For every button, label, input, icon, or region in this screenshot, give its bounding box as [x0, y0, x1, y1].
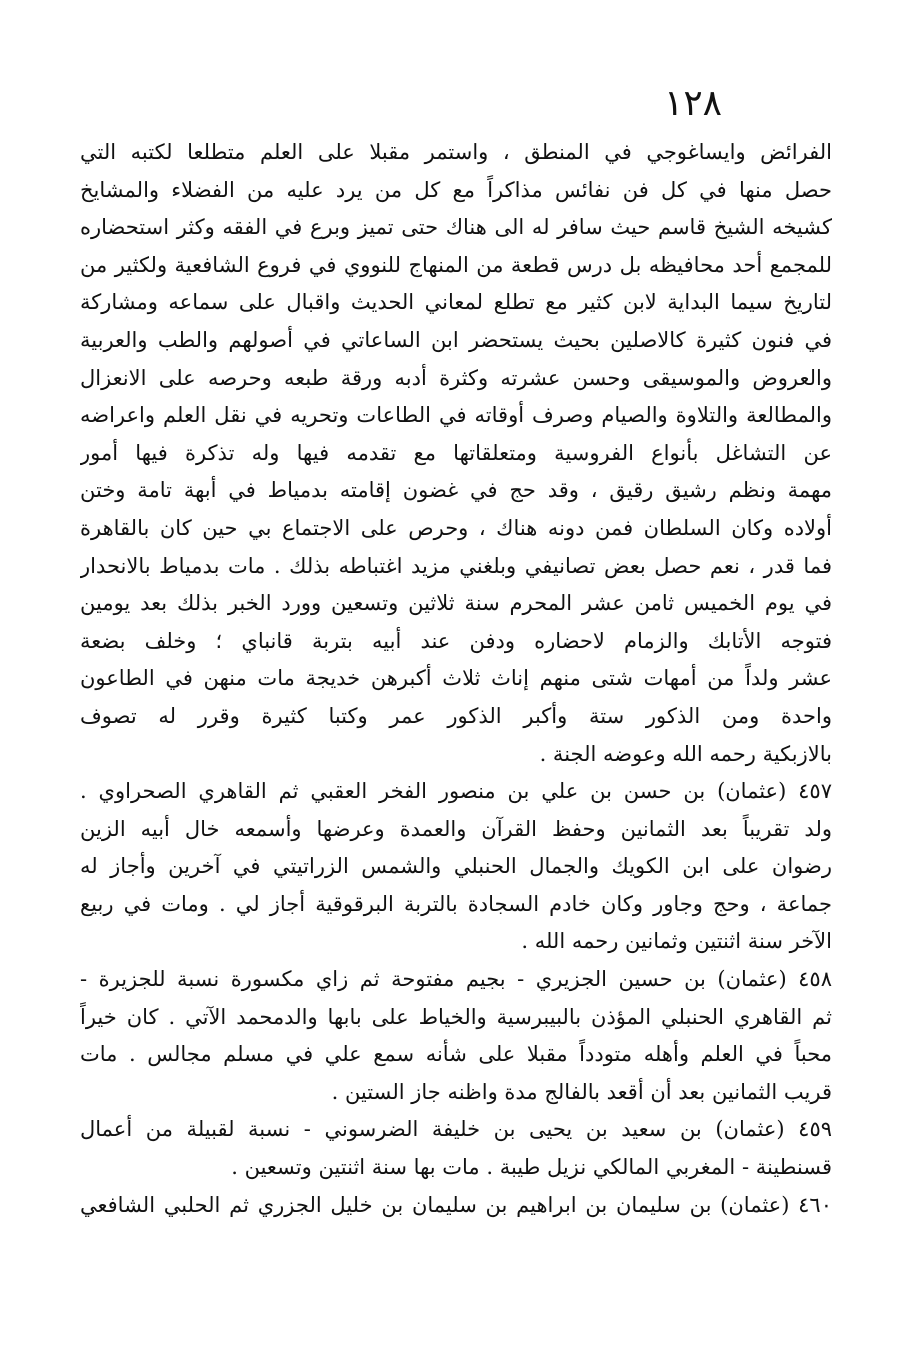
- text-line: بالازبكية رحمه الله وعوضه الجنة .: [539, 741, 832, 766]
- text-line: لتاريخ سيما البداية لابن كثير مع تطلع لمعاني الحديث واقبال على سماعه ومشاركة: [80, 290, 832, 315]
- entry-460-heading: ٤٦٠ (عثمان) بن سليمان بن ابراهيم بن سليمان بن خليل الجزري ثم الحلبي الشافعي: [80, 1192, 832, 1217]
- text-line: والمطالعة والتلاوة والصيام وصرف أوقاته في الطاعات وتحريه في نقل العلم واعراضه: [80, 403, 832, 428]
- text-line: كشيخه الشيخ قاسم حيث سافر له الى هناك حتى تميز وبرع في الفقه وكثر استحضاره: [80, 215, 832, 240]
- text-line: فتوجه الأتابك والزمام لاحضاره ودفن عند أبيه بتربة قانباي ؛ وخلف بضعة: [80, 628, 832, 653]
- page-number: ١٢٨: [663, 83, 722, 124]
- text-line: في فنون كثيرة كالاصلين بحيث يستحضر ابن الساعاتي في أصولهم والطب والعربية: [80, 327, 832, 352]
- text-line: حصل منها في كل فن نفائس مذاكراً مع كل من يرد عليه من الفضلاء والمشايخ: [80, 177, 832, 202]
- text-line: قريب الثمانين بعد أن أقعد بالفالج مدة واظنه جاز الستين .: [331, 1079, 832, 1104]
- text-line: جماعة ، وحج وجاور وكان خادم السجادة بالتربة البرقوقية أجاز لي . ومات في ربيع: [80, 891, 832, 916]
- body-text: [80, 134, 832, 1224]
- text-line: فما قدر ، نعم حصل بعض تصانيفي وبلغني مزيد اغتباطه بذلك . مات بدمياط بالانحدار: [80, 553, 832, 578]
- text-line: مهمة ونظم رشيق رقيق ، وقد حج في غضون إقامته بدمياط في أبهة تامة وختن: [80, 478, 832, 503]
- entry-457-heading: ٤٥٧ (عثمان) بن حسن بن علي بن منصور الفخر العقبي ثم القاهري الصحراوي .: [80, 779, 832, 804]
- text-line: أولاده وكان السلطان فمن دونه هناك ، وحرص على الاجتماع بي حين كان بالقاهرة: [80, 515, 832, 540]
- text-line: في يوم الخميس ثامن عشر المحرم سنة ثلاثين وتسعين وورد الخبر بذلك بعد يومين: [80, 591, 832, 616]
- entry-458-heading: ٤٥٨ (عثمان) بن حسين الجزيري - بجيم مفتوحة ثم زاي مكسورة نسبة للجزيرة -: [80, 967, 832, 992]
- text-line: للمجمع أحد محافيظه بل درس قطعة من المنهاج للنووي في فروع الشافعية ولكثير من: [80, 252, 832, 277]
- text-line: والعروض والموسيقى وحسن عشرته وكثرة أدبه ورقة طبعه وحرصه على الانعزال: [80, 365, 832, 390]
- text-line: واحدة ومن الذكور ستة وأكبر الذكور عمر وكتبا كثيرة وقرر له تصوف: [80, 703, 832, 728]
- text-line: رضوان على ابن الكويك والجمال الحنبلي والشمس الزراتيتي في آخرين وأجاز له: [80, 854, 832, 879]
- text-line: ولد تقريباً بعد الثمانين وحفظ القرآن والعمدة وعرضها وأسمعه خال أبيه الزين: [80, 816, 832, 841]
- text-line: ثم القاهري الحنبلي المؤذن بالبيبرسية والخياط على بابها والدمحمد الآتي . كان خيراً: [80, 1004, 832, 1029]
- text-line: عن التشاغل بأنواع الفروسية ومتعلقاتها مع تقدمه فيها وله تذكرة فيها أمور: [80, 440, 832, 465]
- text-line: محباً في العلم وأهله متودداً مقبلا على شأنه سمع علي في مسلم مجالس . مات: [80, 1042, 832, 1067]
- text-line: الآخر سنة اثنتين وثمانين رحمه الله .: [521, 929, 832, 954]
- text-line: الفرائض وايساغوجي في المنطق ، واستمر مقبلا على العلم متطلعا لكتبه التي: [80, 140, 832, 164]
- text-line: عشر ولداً من أمهات شتى منهم إناث ثلاث أكبرهن خديجة مات منهن في الطاعون: [80, 666, 832, 691]
- text-line: قسنطينة - المغربي المالكي نزيل طيبة . مات بها سنة اثنتين وتسعين .: [231, 1155, 832, 1180]
- entry-459-heading: ٤٥٩ (عثمان) بن سعيد بن يحيى بن خليفة الضرسوني - نسبة لقبيلة من أعمال: [80, 1117, 832, 1142]
